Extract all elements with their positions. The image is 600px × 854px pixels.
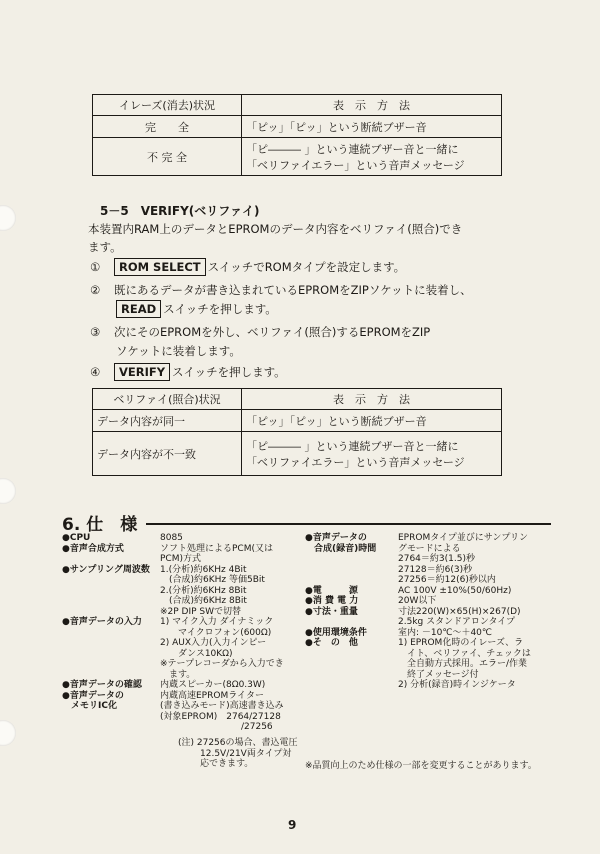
note-line: (注) 27256の場合、書込電圧 [178,738,298,748]
spec-label: メモリIC化 [62,701,117,711]
step-number: ① [90,260,101,274]
section-heading: 5－5 VERIFY(ベリファイ) [100,204,260,218]
binder-hole [0,720,16,746]
spec-left-note [178,738,298,770]
spec-value: ます。 [160,669,196,680]
step-text: スイッチを押します。 [172,365,286,379]
spec-title: 6. 仕 様 [62,515,138,535]
spec-value: AC 100V ±10%(50/60Hz) [398,585,512,596]
spec-label: ●音声データの [305,533,367,543]
spec-value: 2) 分析(録音)時インジケータ [398,680,516,690]
step-text: スイッチでROMタイプを設定します。 [207,260,406,274]
spec-value: 1.(分析)約6KHz 4Bit [160,564,247,575]
spec-label: ●そ の 他 [305,638,358,648]
erase-method-cell [242,138,502,176]
erase-status-cell: 完 全 [93,116,242,138]
spec-value: 8085 [160,533,183,543]
step-text: 既にあるデータが書き込まれているEPROMをZIPソケットに装着し、 [113,283,472,297]
spec-right-values [398,533,531,691]
spec-value: ※テープレコーダから入力でき [160,659,284,669]
step-number: ② [90,283,101,297]
erase-status-header: イレーズ(消去)状況 [93,95,242,116]
spec-value: 2.5kg スタンドアロンタイプ [398,617,516,627]
verify-method-header: 表 示 方 法 [242,389,502,410]
erase-method-cell: 「ピッ」「ピッ」という断続ブザー音 [242,116,502,138]
verify-status-cell: データ内容が不一致 [93,432,242,476]
step-text: スイッチを押します。 [163,302,277,316]
verify-status-cell: データ内容が同一 [93,410,242,432]
spec-value: ※2P DIP SWで切替 [160,606,242,617]
spec-label: ●音声合成方式 [62,543,124,554]
spec-value: /27256 [160,722,273,732]
binder-hole [0,205,16,231]
erase-status-cell: 不 完 全 [93,138,242,176]
spec-value: マイクロフォン(600Ω) [160,627,272,638]
spec-value: 全自動方式採用。エラー/作業 [398,659,528,669]
spec-right-note: ※品質向上のため仕様の一部を変更することがあります。 [305,761,537,771]
erase-method-header: 表 示 方 法 [242,95,502,116]
verify-key: VERIFY [114,363,170,381]
spec-value: 27256＝約12(6)秒以内 [398,575,496,585]
verify-method-cell: 「ピッ」「ピッ」という断続ブザー音 [242,410,502,432]
spec-label: ●音声データの入力 [62,617,142,627]
spec-value: 2) AUX入力(入力インピー [160,638,267,648]
step-text: 次にそのEPROMを外し、ベリファイ(照合)するEPROMをZIP [113,325,431,339]
step-4 [90,363,286,381]
spec-value: 内蔵スピーカー(8Ω0.3W) [160,680,266,690]
intro-line: ます。 [88,240,122,254]
erase-status-table [92,94,502,176]
spec-label: ●消 費 電 力 [305,596,359,606]
spec-value: 寸法220(W)×65(H)×267(D) [398,606,521,617]
spec-value: (書き込みモード)高速書き込み [160,701,284,711]
method-line: 「ベリファイエラー」という音声メッセージ [246,455,465,469]
spec-label: ●電 源 [305,585,358,596]
spec-value: グモードによる [398,543,461,554]
spec-value: イト、ベリファイ、チェックは [398,648,531,659]
rom-select-key: ROM SELECT [114,258,206,276]
spec-value: ソフト処理によるPCM(又は [160,543,273,554]
spec-value: (合成)約6KHz 等価5Bit [160,575,265,585]
spec-label: ●CPU [62,533,91,543]
spec-value: EPROMタイプ並びにサンプリン [398,533,528,543]
spec-title-rule [146,523,551,525]
spec-value: 終了メッセージ付 [398,669,479,680]
spec-label: ●音声データの確認 [62,680,142,690]
spec-value: 2764＝約3(1.5)秒 [398,554,475,564]
step-number: ④ [90,365,101,379]
page-number: 9 [288,818,297,832]
step-2-cont [116,300,277,318]
spec-label: ●サンプリング周波数 [62,564,150,575]
verify-status-table [92,388,502,476]
method-line: 「ピ――― 」という連続ブザー音と一緒に [246,142,459,156]
step-number: ③ [90,325,101,339]
step-1 [90,258,405,276]
binder-hole [0,478,16,504]
spec-value: ダンス10KΩ) [160,648,233,659]
step-3 [90,324,430,340]
spec-label: ●音声データの [62,690,124,701]
method-line: 「ピ――― 」という連続ブザー音と一緒に [246,439,459,453]
spec-value: 室内: －10℃～＋40℃ [398,627,493,638]
note-line: 12.5V/21V両タイプ対 [200,748,292,759]
spec-value: (合成)約6KHz 8Bit [160,596,247,606]
spec-value: 20W以下 [398,596,437,606]
note-line: 応できます。 [200,759,254,769]
spec-value: (対象EPROM) 2764/27128 [160,711,281,722]
spec-value: 2.(分析)約6KHz 8Bit [160,585,247,596]
spec-value: 1) マイク入力 ダイナミック [160,617,274,627]
step-2 [90,282,472,298]
read-key: READ [116,300,161,318]
spec-label [305,617,376,628]
spec-left-labels [62,533,150,712]
spec-value: PCM)方式 [160,554,201,564]
spec-label: 合成(録音)時間 [305,543,377,554]
spec-value: 27128＝約6(3)秒 [398,564,473,575]
verify-method-cell [242,432,502,476]
step-text: ソケットに装着します。 [116,344,241,358]
spec-value: 1) EPROM化時のイレーズ、ラ [398,638,524,648]
spec-left-values [160,533,284,733]
spec-right-labels [305,533,376,649]
step-3-cont [116,343,241,359]
verify-status-header: ベリファイ(照合)状況 [93,389,242,410]
intro-line: 本装置内RAM上のデータとEPROMのデータ内容をベリファイ(照合)でき [88,222,463,236]
spec-label: ●寸法・重量 [305,606,358,617]
method-line: 「ベリファイエラー」という音声メッセージ [246,158,465,172]
spec-label: ●使用環境条件 [305,627,367,638]
spec-value: 内蔵高速EPROMライター [160,690,264,701]
